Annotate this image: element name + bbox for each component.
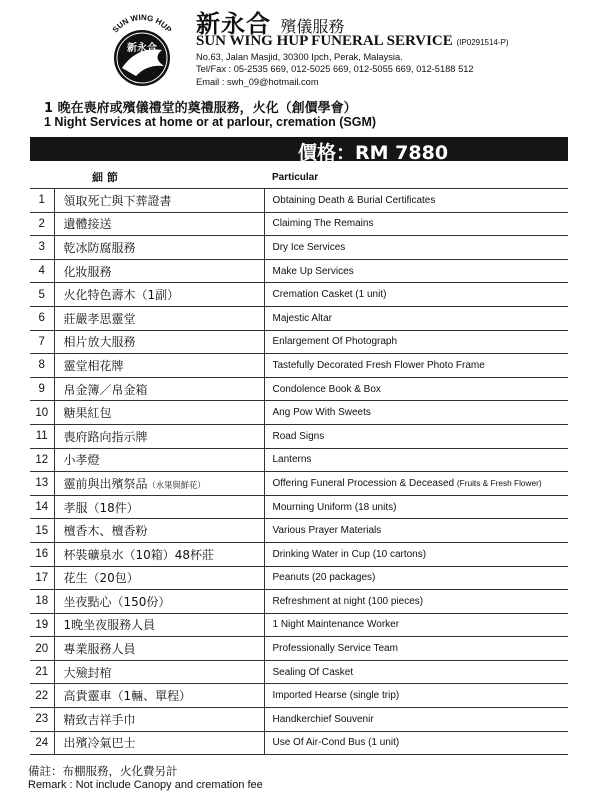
row-detail-cn-text: 糖果紅包 [63,406,112,421]
row-particular-en-text: Various Prayer Materials [272,525,382,537]
row-particular-en [264,684,568,708]
row-detail-cn [54,236,264,260]
company-name-en-main: SUN WING HUP [196,33,308,49]
row-particular-en [264,377,568,401]
row-particular-en-text: Offering Funeral Procession & Deceased [272,477,455,489]
email: Email : swh_09@hotmail.com [196,76,319,87]
row-detail-cn [54,660,264,684]
row-particular-en [264,542,568,566]
table-row [30,354,568,378]
row-detail-cn [54,495,264,519]
row-detail-cn-text: 孝服（18件） [63,500,139,515]
row-particular-en-note: (Fruits & Fresh Flower) [456,477,542,488]
table-row [30,236,568,260]
table-row [30,613,568,637]
row-detail-cn-text: 1晚坐夜服務人員 [63,618,156,633]
row-detail-cn-text: 帛金簿／帛金箱 [63,382,148,397]
row-particular-en-text: Claiming The Remains [272,218,374,230]
table-row [30,424,568,448]
table-row [30,566,568,590]
row-number: 19 [30,613,54,637]
row-particular-en-text: Cremation Casket (1 unit) [272,289,387,301]
address: No.63, Jalan Masjid, 30300 Ipch, Perak, Malaysia. [196,52,403,62]
row-particular-en-text: Condolence Book & Box [272,383,381,395]
table-row [30,306,568,330]
row-particular-en [264,306,568,330]
row-particular-en [264,236,568,260]
price-label: 價格：RM 7880 [298,142,449,164]
row-particular-en-text: Peanuts (20 packages) [272,572,376,584]
row-detail-cn-text: 靈堂相花牌 [63,358,124,373]
row-particular-en [264,448,568,472]
row-particular-en-text: Ang Pow With Sweets [272,407,371,419]
header-particular: Particular [264,166,568,189]
row-number: 22 [30,684,54,708]
row-detail-cn-text: 高貴靈車（1輛、單程） [63,689,192,704]
row-particular-en-text: Tastefully Decorated Fresh Flower Photo Frame [272,359,485,371]
row-particular-en-text: 1 Night Maintenance Worker [272,619,400,631]
row-particular-en [264,495,568,519]
row-detail-cn-text: 靈前與出殯祭品 [63,476,148,491]
row-detail-cn [54,283,264,307]
row-detail-cn [54,259,264,283]
row-detail-cn [54,330,264,354]
row-detail-cn-text: 遺體接送 [63,217,112,232]
remark-cn: 備註：布棚服務，火化費另計 [28,764,178,778]
contact-block [196,51,474,88]
row-detail-cn-text: 檀香木、檀香粉 [63,524,148,539]
row-number: 15 [30,519,54,543]
company-name-cn-main: 新永合 [196,9,271,38]
row-number: 10 [30,401,54,425]
row-detail-cn [54,401,264,425]
row-detail-cn-text: 出殯冷氣巴士 [63,736,136,751]
row-detail-cn-text: 乾冰防腐服務 [63,240,136,255]
row-particular-en-text: Refreshment at night (100 pieces) [272,595,424,607]
company-name-cn-suffix: 殯儀服務 [280,17,345,36]
row-detail-cn [54,542,264,566]
row-detail-cn [54,448,264,472]
row-particular-en [264,259,568,283]
logo-arc-text: SUN WING HUP [110,12,174,35]
row-particular-en [264,189,568,213]
row-particular-en-text: Sealing Of Casket [272,666,354,678]
row-particular-en [264,330,568,354]
row-particular-en [264,731,568,755]
table-row [30,660,568,684]
table-row [30,637,568,661]
row-detail-cn [54,519,264,543]
row-particular-en-text: Road Signs [272,430,325,442]
row-particular-en [264,708,568,732]
phone: Tel/Fax : 05-2535 669, 012-5025 669, 012-5055 669, 012-5188 512 [196,64,474,75]
row-detail-cn-text: 領取死亡與下葬證書 [63,193,172,208]
table-row [30,731,568,755]
row-particular-en-text: Professionally Service Team [272,643,398,655]
row-number: 16 [30,542,54,566]
row-detail-cn [54,637,264,661]
row-detail-cn [54,731,264,755]
row-particular-en-text: Handkerchief Souvenir [272,713,374,725]
row-particular-en [264,519,568,543]
row-detail-cn-text: 大殮封棺 [63,665,112,680]
header-number [30,166,54,189]
table-row [30,283,568,307]
row-particular-en-text: Majestic Altar [272,312,332,324]
row-particular-en-text: Lanterns [272,454,312,466]
row-particular-en [264,566,568,590]
row-detail-cn-text: 喪府路向指示牌 [63,429,148,444]
row-detail-cn [54,354,264,378]
row-detail-cn [54,708,264,732]
table-row [30,212,568,236]
registration-number: (IP0291514-P) [456,38,509,47]
row-particular-en [264,283,568,307]
remark-en: Remark : Not include Canopy and cremation fee [28,779,263,791]
service-title-cn: 1 晚在喪府或殯儀禮堂的奠禮服務，火化（創價學會） [44,101,357,116]
row-number: 20 [30,637,54,661]
logo-cn-text: 新永合 [127,43,157,54]
row-number: 3 [30,236,54,260]
row-number: 24 [30,731,54,755]
table-row [30,377,568,401]
row-number: 6 [30,306,54,330]
row-detail-cn [54,590,264,614]
row-particular-en [264,472,568,496]
row-detail-cn [54,306,264,330]
row-particular-en [264,613,568,637]
row-number: 17 [30,566,54,590]
row-number: 18 [30,590,54,614]
table-row [30,590,568,614]
row-detail-cn [54,613,264,637]
row-number: 2 [30,212,54,236]
row-detail-cn [54,684,264,708]
row-particular-en-text: Imported Hearse (single trip) [272,690,400,702]
company-name-en [196,33,509,50]
table-row [30,189,568,213]
row-detail-cn-text: 坐夜點心（150份） [63,594,171,609]
row-detail-cn [54,212,264,236]
row-number: 5 [30,283,54,307]
table-row [30,708,568,732]
table-row [30,401,568,425]
row-number: 12 [30,448,54,472]
row-number: 13 [30,472,54,496]
row-particular-en [264,590,568,614]
row-number: 9 [30,377,54,401]
row-particular-en-text: Enlargement Of Photograph [272,336,398,348]
row-detail-cn-text: 火化特色壽木（1副） [63,288,180,303]
row-number: 1 [30,189,54,213]
table-row [30,448,568,472]
row-particular-en-text: Use Of Air-Cond Bus (1 unit) [272,737,400,749]
header-details-cn: 細 節 [54,166,264,189]
row-detail-cn-text: 花生（20包） [63,571,139,586]
row-particular-en-text: Make Up Services [272,265,354,277]
row-number: 11 [30,424,54,448]
row-detail-cn [54,566,264,590]
row-particular-en-text: Drinking Water in Cup (10 cartons) [272,548,427,560]
row-number: 8 [30,354,54,378]
row-number: 14 [30,495,54,519]
table-row [30,519,568,543]
table-row [30,542,568,566]
service-title-en: 1 Night Services at home or at parlour, cremation (SGM) [44,115,377,129]
company-name-en-suffix: FUNERAL SERVICE [311,33,453,49]
row-particular-en-text: Obtaining Death & Burial Certificates [272,194,436,206]
row-detail-cn-text: 莊嚴孝思靈堂 [63,311,136,326]
row-detail-cn-text: 杯裝礦泉水（10箱）48杯莊 [63,547,215,562]
row-particular-en [264,354,568,378]
row-detail-cn [54,189,264,213]
company-logo [92,6,192,92]
row-number: 7 [30,330,54,354]
table-row [30,472,568,496]
table-header-row [30,166,568,189]
row-detail-cn-text: 小孝燈 [63,453,100,468]
row-particular-en [264,637,568,661]
row-particular-en-text: Dry Ice Services [272,241,346,253]
table-row [30,684,568,708]
row-detail-cn-note: （水果與鮮花） [147,479,206,490]
table-row [30,259,568,283]
row-detail-cn-text: 精致吉祥手巾 [63,712,136,727]
row-particular-en-text: Mourning Uniform (18 units) [272,501,397,513]
table-row [30,330,568,354]
row-particular-en [264,660,568,684]
row-detail-cn-text: 專業服務人員 [63,642,136,657]
table-row [30,495,568,519]
row-detail-cn [54,424,264,448]
row-detail-cn-text: 相片放大服務 [63,335,136,350]
row-detail-cn-text: 化妝服務 [63,264,112,279]
row-detail-cn [54,472,264,496]
row-number: 4 [30,259,54,283]
price-bar [30,137,568,164]
row-particular-en [264,401,568,425]
row-particular-en [264,212,568,236]
row-number: 21 [30,660,54,684]
particulars-table [30,166,568,755]
row-particular-en [264,424,568,448]
row-detail-cn [54,377,264,401]
row-number: 23 [30,708,54,732]
